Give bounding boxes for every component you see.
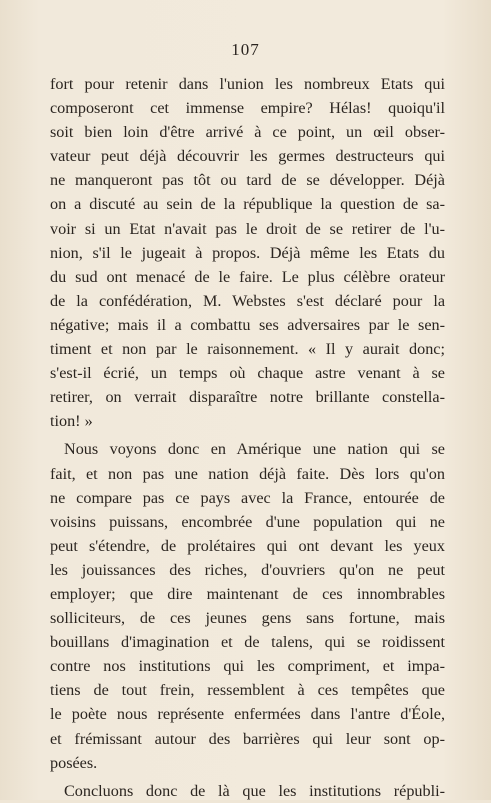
text-line: contre nos institutions qui les compriment, et impa- [50, 657, 445, 676]
text-line: tiens de tout frein, ressemblent à ces tempêtes que [50, 681, 445, 700]
body-text [50, 72, 445, 803]
text-line: les jouissances des riches, d'ouvriers qu'on ne peut [50, 560, 445, 579]
text-line: voir si un Etat n'avait pas le droit de se retirer de l'u- [50, 219, 445, 238]
page-number: 107 [231, 40, 260, 59]
text-line: posées. [50, 753, 98, 772]
text-line: ne manqueront pas tôt ou tard de se développer. Déjà [50, 171, 445, 190]
text-line: nion, s'il le jugeait à propos. Déjà même les Etats du [50, 243, 445, 262]
text-line: du sud ont menacé de le faire. Le plus célèbre orateur [50, 267, 445, 286]
text-line: ne compare pas ce pays avec la France, entourée de [50, 488, 445, 507]
paragraph-2 [50, 437, 445, 774]
text-line: soit bien loin d'être arrivé à ce point, un œil obser- [50, 123, 445, 142]
text-line: bouillans d'imagination et de talens, qui se roidissent [50, 633, 445, 652]
text-line: peut s'étendre, de prolétaires qui ont devant les yeux [50, 536, 445, 555]
text-line: négative; mais il a combattu ses adversaires par le sen- [50, 315, 445, 334]
paragraph-3 [50, 779, 445, 803]
text-line: fort pour retenir dans l'union les nombreux Etats qui [50, 75, 445, 93]
text-line: et frémissant autour des barrières qui leur sont op- [50, 729, 445, 748]
text-line: solliciteurs, de ces jeunes gens sans fortune, mais [50, 609, 445, 628]
text-line: de la confédération, M. Webstes s'est déclaré pour la [50, 291, 445, 310]
text-line: le poète nous représente enfermées dans l'antre d'Éole, [50, 705, 445, 724]
text-line: employer; que dire maintenant de ces innombrables [50, 584, 445, 603]
text-line: Concluons donc de là que les institutions républi- [64, 781, 445, 800]
text-line: Nous voyons donc en Amérique une nation qui se [64, 440, 445, 459]
text-line: fait, et non pas une nation déjà faite. Dès lors qu'on [50, 464, 445, 483]
text-line: tion! » [50, 412, 93, 431]
paragraph-1 [50, 72, 445, 433]
text-line: composeront cet immense empire? Hélas! quoiqu'il [50, 99, 445, 118]
text-line: on a discuté au sein de la république la question de sa- [50, 195, 445, 214]
text-line: voisins puissans, encombrée d'une population qui ne [50, 512, 445, 531]
text-line: vateur peut déjà découvrir les germes destructeurs qui [50, 147, 445, 166]
text-line: timent et non par le raisonnement. « Il y aurait donc; [50, 340, 445, 359]
text-line: s'est-il écrié, un temps où chaque astre venant à se [50, 364, 445, 383]
text-line: retirer, on verrait disparaître notre brillante constella- [50, 388, 445, 407]
